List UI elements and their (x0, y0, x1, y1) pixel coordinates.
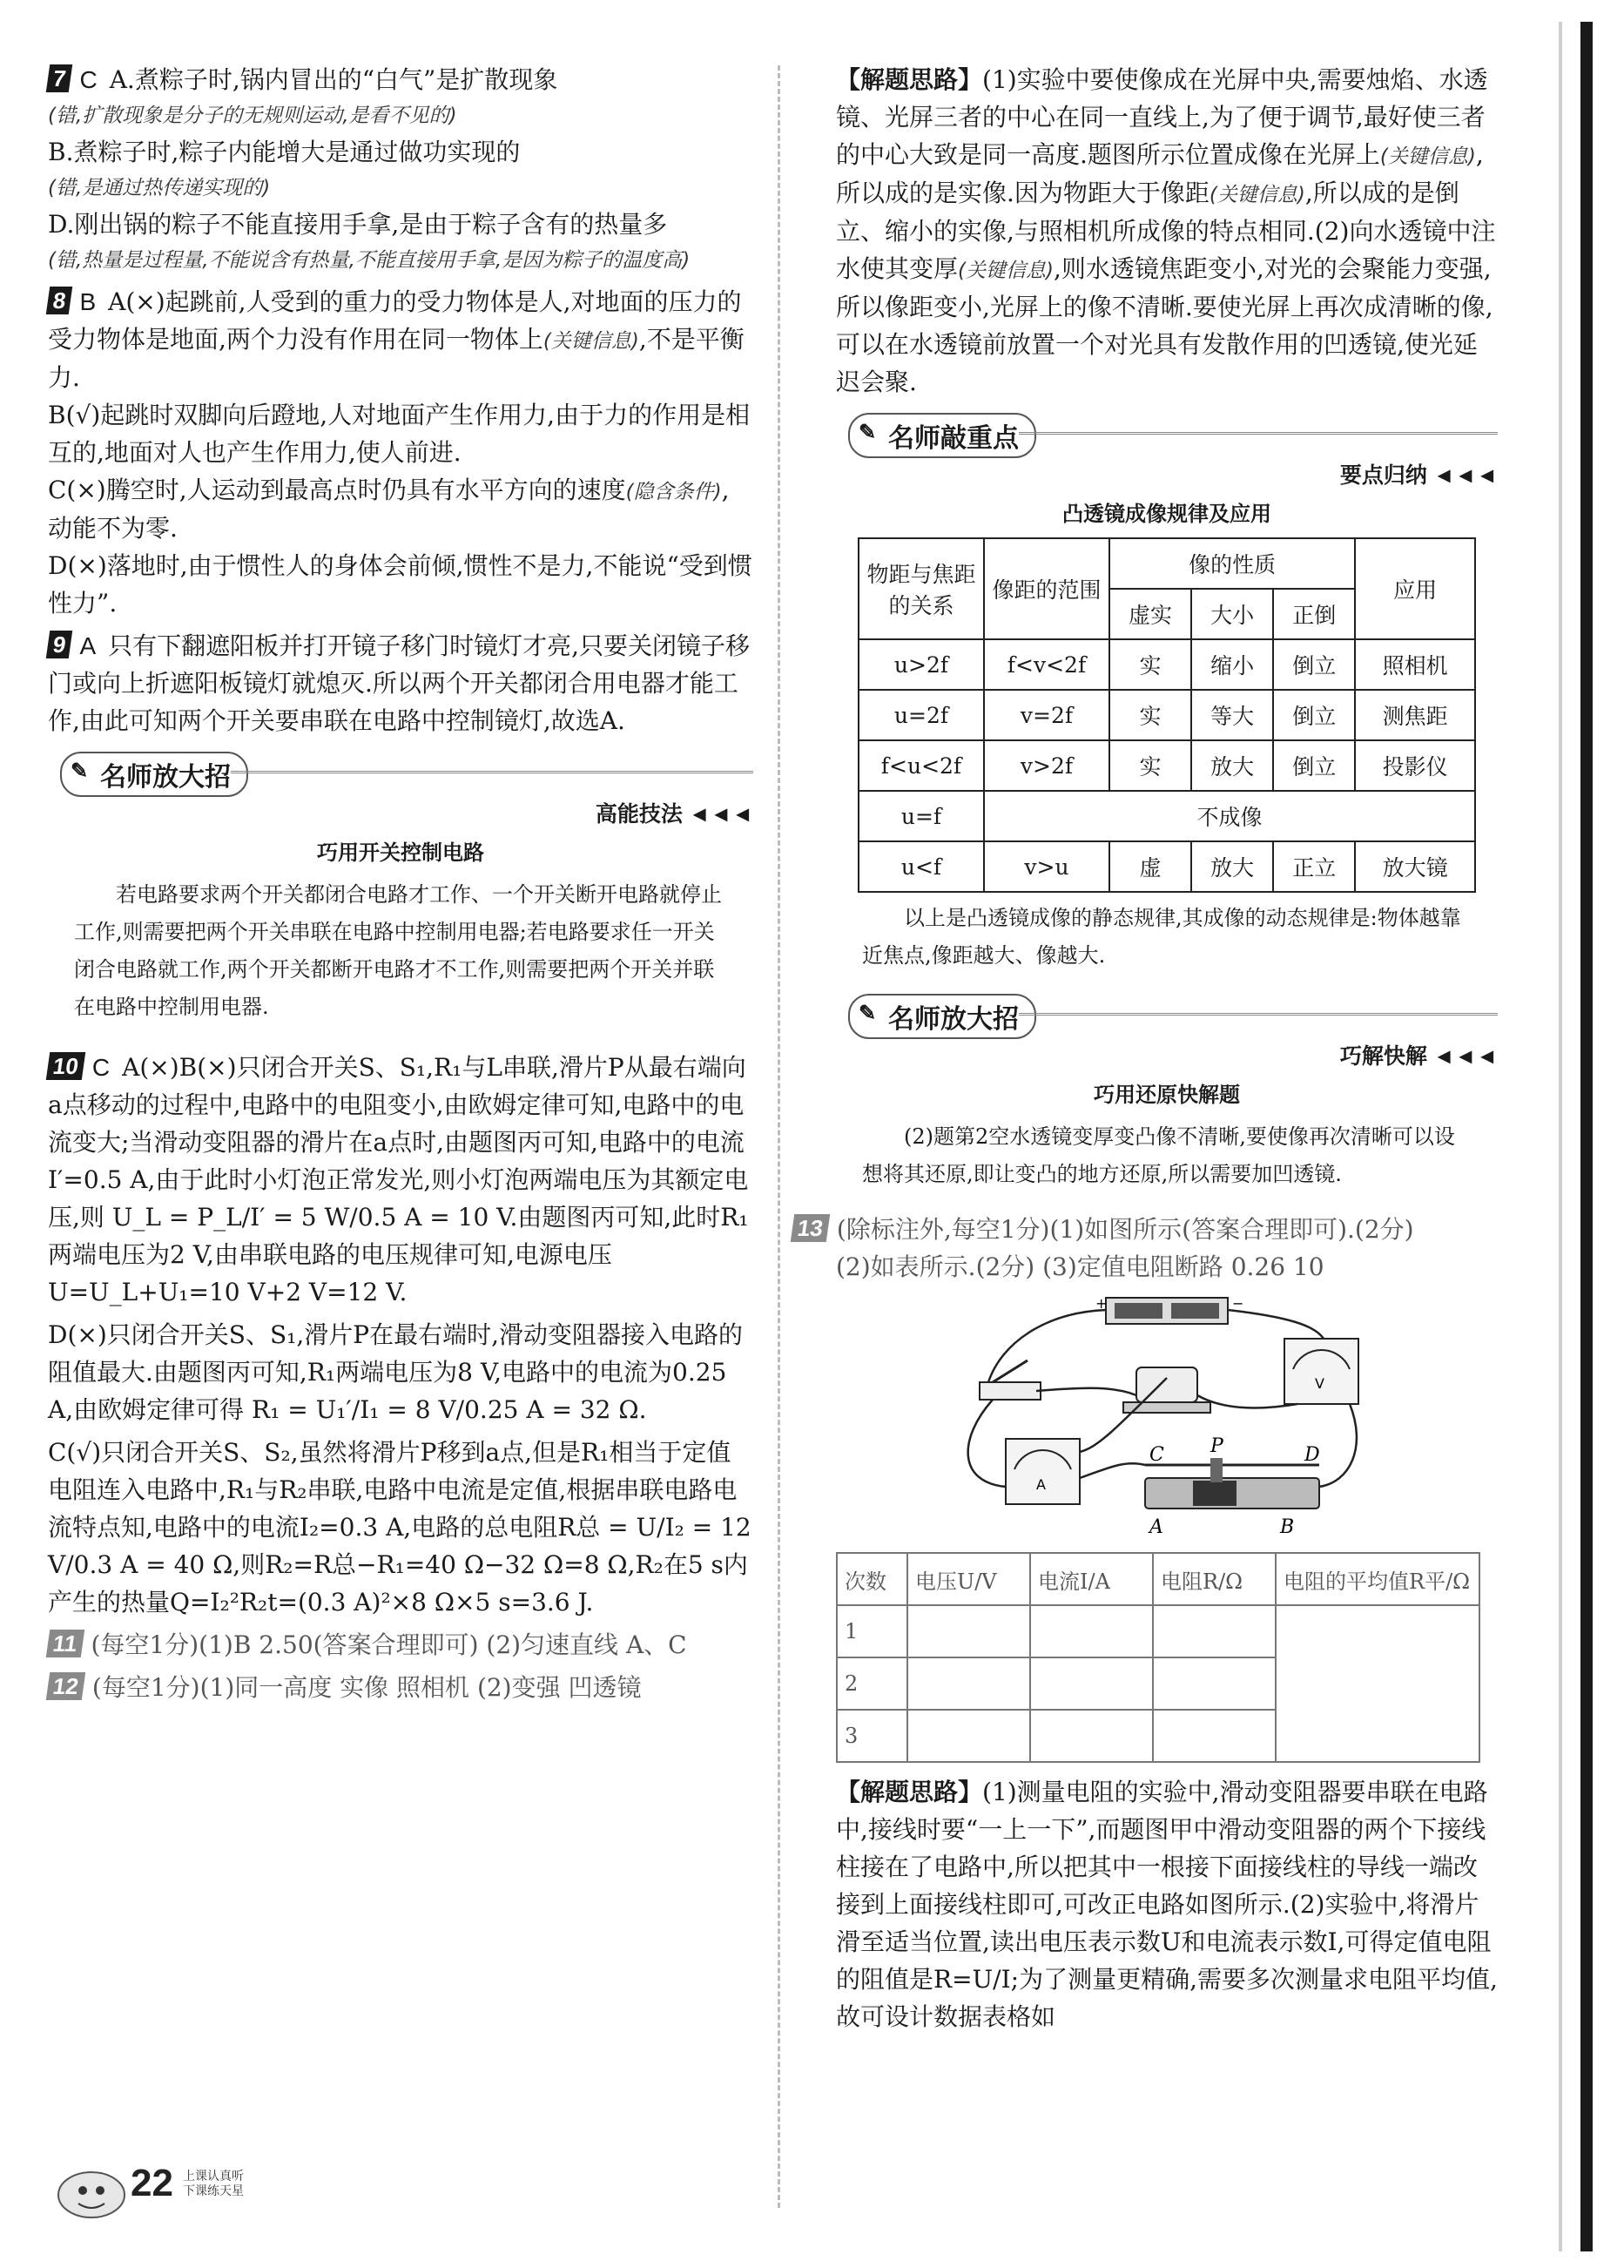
skill-label: 巧解快解 ◄◄◄ (1339, 1044, 1498, 1069)
solution-hint-12 (836, 61, 1498, 401)
header-cell: 应用 (1355, 538, 1475, 639)
box-title: 巧用开关控制电路 (317, 841, 484, 865)
option-c-tail: ,动能不为零. (48, 476, 730, 543)
cell: 倒立 (1273, 639, 1355, 690)
annotation: (错,是通过热传递实现的) (48, 177, 271, 199)
cell: 等大 (1191, 690, 1273, 740)
header-cell: 物距与焦距的关系 (859, 538, 984, 639)
cell: 放大 (1191, 740, 1273, 791)
svg-text:+: + (1095, 1295, 1108, 1312)
voltmeter-icon (1284, 1339, 1358, 1404)
hint-label: 【解题思路】 (836, 1779, 983, 1806)
header-cell: 像距的范围 (984, 538, 1109, 639)
cell: 照相机 (1355, 639, 1475, 690)
option-a-tail: ,不是平衡力. (48, 325, 745, 392)
table-row (859, 639, 1475, 690)
teacher-icon: ✎ (859, 1002, 877, 1025)
hint-label: 【解题思路】 (836, 66, 983, 93)
hint-text: (1)测量电阻的实验中,滑动变阻器要串联在电路中,接线时要“一上一下”,而题图甲中滑动变阻器的两个下接线柱接在了电路中,所以把其中一根接下面接线柱的导线一端改接到上面接线柱即可,可改正电路如图所示.(2)实验中,将滑片滑至适当位置,读出电压表示数U和电流表示数I,可得定值电阻的阻值是R=U/I;为了测量更精确,需要多次测量求电阻平均值,故可设计数据表格如 (836, 1778, 1498, 2031)
teacher-icon: ✎ (859, 421, 877, 444)
answer-10 (48, 1049, 753, 1621)
table-row (859, 841, 1475, 892)
cell: u<f (859, 841, 984, 892)
header-cell: 虚实 (1109, 589, 1191, 639)
answer-11 (48, 1626, 753, 1664)
binding-shadow (1559, 22, 1562, 2251)
skill-label: 要点归纳 ◄◄◄ (1339, 463, 1498, 488)
header-cell: 电阻R/Ω (1153, 1553, 1276, 1605)
solution-hint-13 (836, 1773, 1498, 2035)
cell: 放大 (1191, 841, 1273, 892)
column-divider (778, 65, 780, 2208)
svg-text:−: − (1232, 1295, 1244, 1312)
answer-8 (48, 283, 753, 622)
cell: 放大镜 (1355, 841, 1475, 892)
option-d: D.刚出锅的粽子不能直接用手拿,是由于粽子含有的热量多 (48, 210, 668, 239)
cell: 2 (837, 1657, 907, 1710)
question-number: 9 (46, 631, 73, 658)
terminal-label: P (1210, 1435, 1223, 1457)
header-cell: 像的性质 (1109, 538, 1355, 589)
cell: 测焦距 (1355, 690, 1475, 740)
binding-edge (1580, 22, 1593, 2251)
hint-text: ,所以成的是实像.因为物距大于像距 (836, 140, 1484, 207)
header-cell: 大小 (1191, 589, 1273, 639)
slogan-line: 下课练天星 (183, 2184, 244, 2197)
rheostat-icon (1145, 1458, 1319, 1509)
battery-icon (1095, 1295, 1243, 1324)
answer-choice: C (91, 1054, 111, 1081)
key-point-banner (836, 409, 1498, 455)
cell: 投影仪 (1355, 740, 1475, 791)
answer-7 (48, 61, 753, 278)
question-number: 11 (46, 1630, 84, 1657)
banner-rule (1019, 1013, 1498, 1016)
page-slogan (183, 2169, 244, 2198)
answer-text: (每空1分)(1)B 2.50(答案合理即可) (2)匀速直线 A、C (91, 1630, 687, 1659)
header-cell: 电流I/A (1030, 1553, 1153, 1605)
terminal-label: B (1280, 1516, 1295, 1538)
table-row (837, 1605, 1479, 1657)
ammeter-icon (1006, 1439, 1080, 1504)
question-number: 8 (46, 287, 73, 314)
right-column (795, 61, 1498, 2041)
header-cell: 正倒 (1273, 589, 1355, 639)
tip-banner (48, 748, 753, 793)
terminal-label: C (1149, 1444, 1164, 1466)
skill-label: 高能技法 ◄◄◄ (595, 802, 753, 827)
explanation-c: C(√)只闭合开关S、S₂,虽然将滑片P移到a点,但是R₁相当于定值电阻连入电路中,R₁与R₂串联,电路中电流是定值,根据串联电路电流特点知,电路中的电流I₂=0.3 A,电路的总电阻R总 = U/I₂ = 12 V/0.3 A = 40 Ω,则R₂=R总−R₁=40 Ω−32 Ω=8 Ω,R₂在5 s内产生的热量Q=I₂²R₂t=(0.3 A)²×8 Ω×5 s=3.6 J. (48, 1438, 751, 1617)
hint-text: ,所以成的是倒立、缩小的实像,与照相机所成像的特点相同.(2)向水透镜中注水使其变厚 (836, 179, 1496, 283)
explanation-ab: A(×)B(×)只闭合开关S、S₁,R₁与L串联,滑片P从最右端向a点移动的过程中,电路中的电阻变小,由欧姆定律可知,电路中的电流变大;当滑动变阻器的滑片在a点时,由题图丙可知,电路中的电流I′=0.5 A,由于此时小灯泡正常发光,则小灯泡两端电压为其额定电压,则 U_L = P_L/I′ = 5 W/0.5 A = 10 V.由题图丙可知,此时R₁两端电压为2 V,由串联电路的电压规律可知,电源电压U=U_L+U₁=10 V+2 V=12 V. (48, 1053, 749, 1306)
teacher-icon: ✎ (71, 759, 89, 783)
banner-rule (231, 771, 753, 773)
resistor-icon (1123, 1367, 1210, 1413)
banner-label: 名师放大招 (100, 763, 231, 792)
cell: v>2f (984, 740, 1109, 791)
question-number: 12 (46, 1672, 85, 1700)
box-title: 巧用还原快解题 (1094, 1083, 1240, 1107)
cell: 正立 (1273, 841, 1355, 892)
annotation: (关键信息) (1209, 184, 1305, 206)
circuit-diagram (940, 1291, 1393, 1543)
answer-line-1: (除标注外,每空1分)(1)如图所示(答案合理即可).(2分) (836, 1215, 1414, 1244)
answer-12 (48, 1669, 753, 1706)
cell: 实 (1109, 690, 1191, 740)
box-title: 凸透镜成像规律及应用 (1062, 503, 1271, 526)
lens-rules-table (858, 537, 1476, 893)
question-number: 10 (46, 1052, 85, 1080)
tip-banner (836, 990, 1498, 1036)
slogan-line: 上课认真听 (183, 2169, 244, 2183)
table-row (859, 740, 1475, 791)
cell: f<v<2f (984, 639, 1109, 690)
cell: 不成像 (984, 791, 1475, 841)
table-row (859, 791, 1475, 841)
question-number: 7 (46, 64, 73, 92)
answer-text: (每空1分)(1)同一高度 实像 照相机 (2)变强 凹透镜 (91, 1673, 642, 1702)
cell: u=f (859, 791, 984, 841)
annotation: (关键信息) (542, 330, 639, 353)
explanation-d: D(×)只闭合开关S、S₁,滑片P在最右端时,滑动变阻器接入电路的阻值最大.由题图丙可知,R₁两端电压为8 V,电路中的电流为0.25 A,由欧姆定律可得 R₁ = U₁′/I₁ = 8 V/0.25 A = 32 Ω. (48, 1320, 743, 1424)
cell: 缩小 (1191, 639, 1273, 690)
data-record-table (836, 1552, 1480, 1763)
page-number: 22 (131, 2162, 173, 2204)
terminal-label: A (1149, 1516, 1163, 1538)
annotation: (关键信息) (1379, 145, 1476, 168)
answer-13 (792, 1211, 1498, 1286)
option-c: C(×)腾空时,人运动到最高点时仍具有水平方向的速度 (48, 476, 626, 504)
header-cell: 次数 (837, 1553, 907, 1605)
cell: 倒立 (1273, 740, 1355, 791)
svg-text:A: A (1036, 1476, 1046, 1493)
option-a: A(×)起跳前,人受到的重力的受力物体是人,对地面的压力的受力物体是地面,两个力没有作用在同一物体上 (48, 287, 742, 354)
header-cell: 电阻的平均值R平/Ω (1276, 1553, 1479, 1605)
annotation: (错,扩散现象是分子的无规则运动,是看不见的) (48, 105, 457, 127)
cell: v=2f (984, 690, 1109, 740)
cell: 倒立 (1273, 690, 1355, 740)
answer-9 (48, 627, 753, 739)
hint-text: (1)实验中要使像成在光屏中央,需要烛焰、水透镜、光屏三者的中心在同一直线上,为了便于调节,最好使三者的中心大致是同一高度.题图所示位置成像在光屏上 (836, 65, 1488, 169)
answer-line-2: (2)如表所示.(2分) (3)定值电阻断路 0.26 10 (836, 1252, 1324, 1281)
cell: 虚 (1109, 841, 1191, 892)
box-text: (2)题第2空水透镜变厚变凸像不清晰,要使像再次清晰可以设想将其还原,即让变凸的地方还原,所以需要加凹透镜. (862, 1124, 1455, 1186)
cell: u=2f (859, 690, 984, 740)
box-text: 若电路要求两个开关都闭合电路才工作、一个开关断开电路就停止工作,则需要把两个开关串联在电路中控制用电器;若电路要求任一开关闭合电路就工作,两个开关都断开电路才不工作,则需要把两个开关并联在电路中控制用电器. (74, 882, 722, 1019)
left-column (48, 61, 753, 1711)
explanation: 只有下翻遮阳板并打开镜子移门时镜灯才亮,只要关闭镜子移门或向上折遮阳板镜灯就熄灭.所以两个开关都闭合用电器才能工作,由此可知两个开关要串联在电路中控制镜灯,故选A. (48, 631, 751, 735)
option-d: D(×)落地时,由于惯性人的身体会前倾,惯性不是力,不能说“受到惯性力”. (48, 551, 752, 618)
header-cell: 电压U/V (907, 1553, 1030, 1605)
question-number: 13 (791, 1214, 830, 1242)
cell: 实 (1109, 639, 1191, 690)
option-b: B.煮粽子时,粽子内能增大是通过做功实现的 (48, 138, 521, 166)
answer-choice: B (79, 288, 97, 315)
cell: 实 (1109, 740, 1191, 791)
banner-rule (1019, 432, 1498, 435)
annotation: (关键信息) (958, 260, 1054, 282)
cell: u>2f (859, 639, 984, 690)
annotation: (错,热量是过程量,不能说含有热量,不能直接用手拿,是因为粽子的温度高) (48, 249, 691, 272)
cell: 3 (837, 1710, 907, 1762)
terminal-label: D (1304, 1444, 1320, 1466)
cell: f<u<2f (859, 740, 984, 791)
banner-label: 名师放大招 (888, 1005, 1019, 1034)
banner-label: 名师敲重点 (888, 424, 1019, 453)
cell: 1 (837, 1605, 907, 1657)
answer-choice: C (79, 66, 98, 93)
answer-choice: A (79, 632, 97, 659)
hint-text: ,则水透镜焦距变小,对光的会聚能力变强,所以像距变小,光屏上的像不清晰.要使光屏上再次成清晰的像,可以在水透镜前放置一个对光具有发散作用的凹透镜,使光延迟会聚. (836, 254, 1493, 396)
box-text: 以上是凸透镜成像的静态规律,其成像的动态规律是:物体越靠近焦点,像距越大、像越大. (862, 906, 1461, 968)
option-b: B(√)起跳时双脚向后蹬地,人对地面产生作用力,由于力的作用是相互的,地面对人也产生作用力,使人前进. (48, 401, 751, 467)
table-row (859, 690, 1475, 740)
annotation: (隐含条件) (625, 481, 722, 503)
svg-text:V: V (1315, 1375, 1324, 1392)
option-a: A.煮粽子时,锅内冒出的“白气”是扩散现象 (109, 65, 558, 94)
cell: v>u (984, 841, 1109, 892)
